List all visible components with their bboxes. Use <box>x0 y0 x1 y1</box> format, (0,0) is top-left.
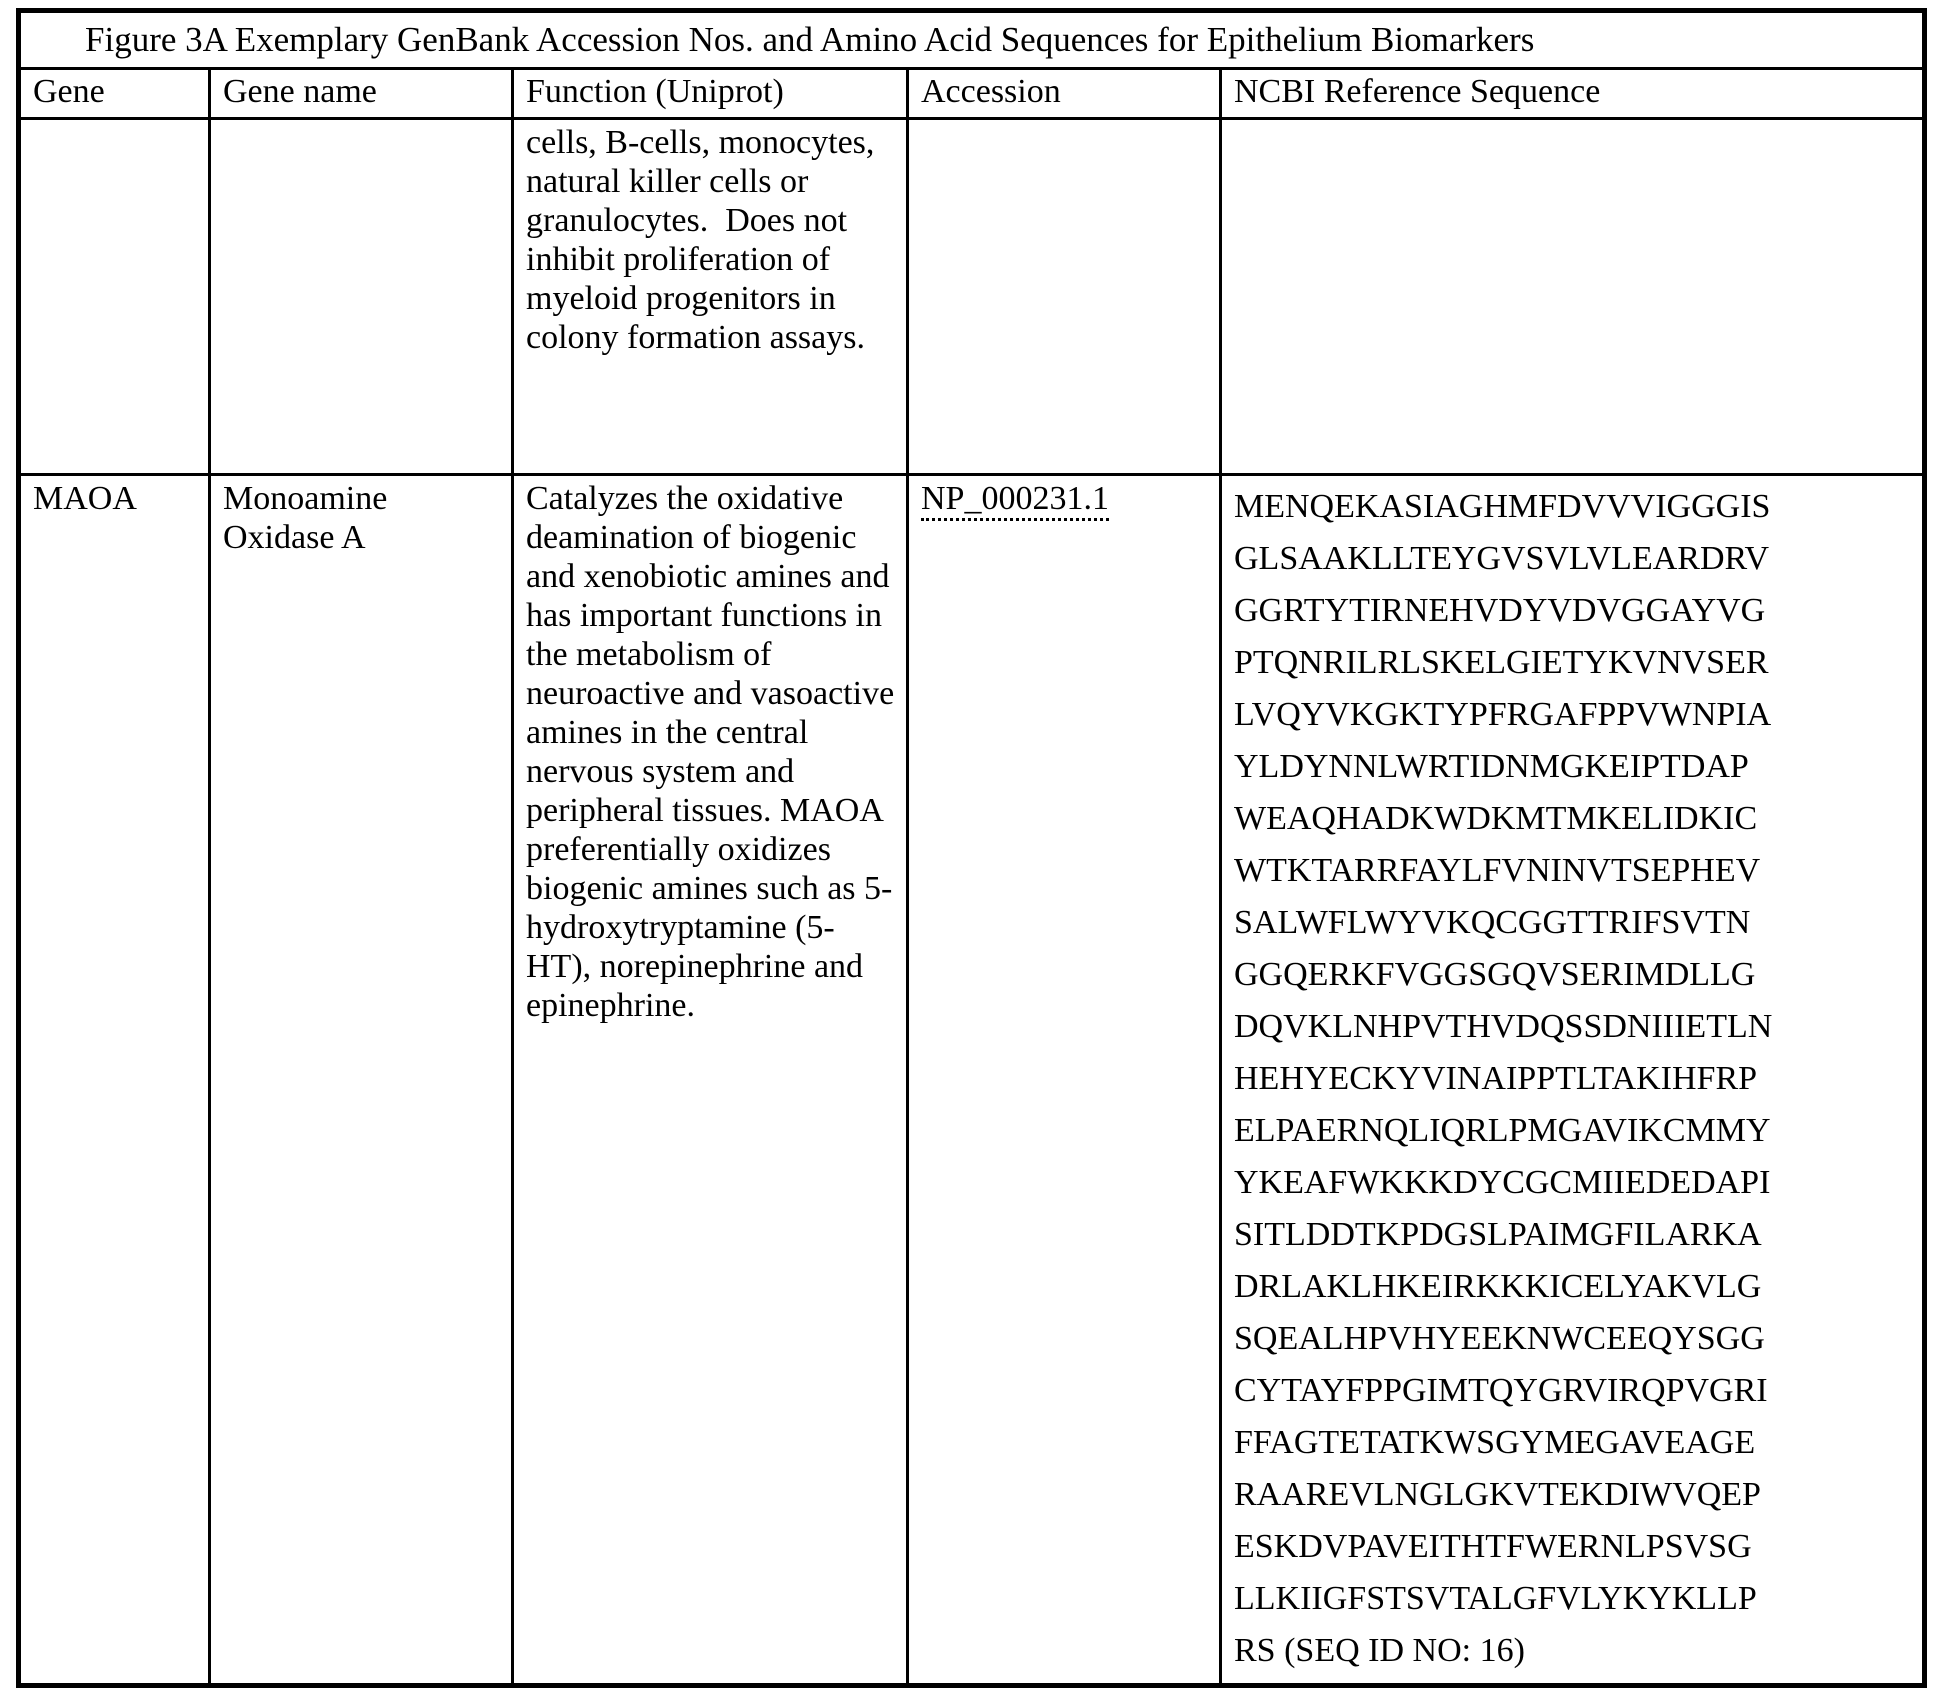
table-row-continuation <box>19 119 1925 475</box>
column-header-ncbi-reference-sequence: NCBI Reference Sequence <box>1221 69 1925 119</box>
cell-gene <box>19 119 210 475</box>
header-row <box>19 69 1925 119</box>
cell-sequence <box>1221 119 1925 475</box>
cell-function: cells, B-cells, monocytes, natural killer cells or granulocytes. Does not inhibit proliferation of myeloid progenitors in colony formation assays. <box>513 119 908 475</box>
column-header-gene: Gene <box>19 69 210 119</box>
cell-accession <box>908 119 1221 475</box>
accession-link: NP_000231.1 <box>921 480 1109 521</box>
cell-function: Catalyzes the oxidative deamination of biogenic and xenobiotic amines and has important functions in the metabolism of neuroactive and vasoactive amines in the central nervous system and peripheral tissues. MAOA preferentially oxidizes biogenic amines such as 5-hydroxytryptamine (5-HT), norepinephrine and epinephrine. <box>513 475 908 1686</box>
column-header-function: Function (Uniprot) <box>513 69 908 119</box>
title-row <box>19 11 1925 69</box>
cell-sequence: MENQEKASIAGHMFDVVVIGGGIS GLSAAKLLTEYGVSVLVLEARDRV GGRTYTIRNEHVDYVDVGGAYVG PTQNRILRLSKELGIETYKVNVSER LVQYVKGKTYPFRGAFPPVWNPIA YLDYNNLWRTIDNMGKEIPTDAP WEAQHADKWDKMTMKELIDKIC WTKTARRFAYLFVNINVTSEPHEV SALWFLWYVKQCGGTTRIFSVTN GGQERKFVGGSGQVSERIMDLLG DQVKLNHPVTHVDQSSDNIIIETLN HEHYECKYVINAIPPTLTAKIHFRP ELPAERNQLIQRLPMGAVIKCMMY YKEAFWKKKDYCGCMIIEDEDAPI SITLDDTKPDGSLPAIMGFILARKA DRLAKLHKEIRKKKICELYAKVLG SQEALHPVHYEEKNWCEEQYSGG CYTAYFPPGIMTQYGRVIRQPVGRI FFAGTETATKWSGYMEGAVEAGE RAAREVLNGLGKVTEKDIWVQEP ESKDVPAVEITHTFWERNLPSVSG LLKIIGFSTSVTALGFVLYKYKLLP RS (SEQ ID NO: 16) <box>1221 475 1925 1686</box>
cell-gene: MAOA <box>19 475 210 1686</box>
column-header-accession: Accession <box>908 69 1221 119</box>
cell-accession <box>908 475 1221 1686</box>
column-header-gene-name: Gene name <box>210 69 513 119</box>
table-row-maoa <box>19 475 1925 1686</box>
table-title: Figure 3A Exemplary GenBank Accession Nos. and Amino Acid Sequences for Epithelium Biomarkers <box>19 11 1925 69</box>
cell-gene-name: Monoamine Oxidase A <box>210 475 513 1686</box>
biomarker-table <box>16 8 1927 1688</box>
cell-gene-name <box>210 119 513 475</box>
